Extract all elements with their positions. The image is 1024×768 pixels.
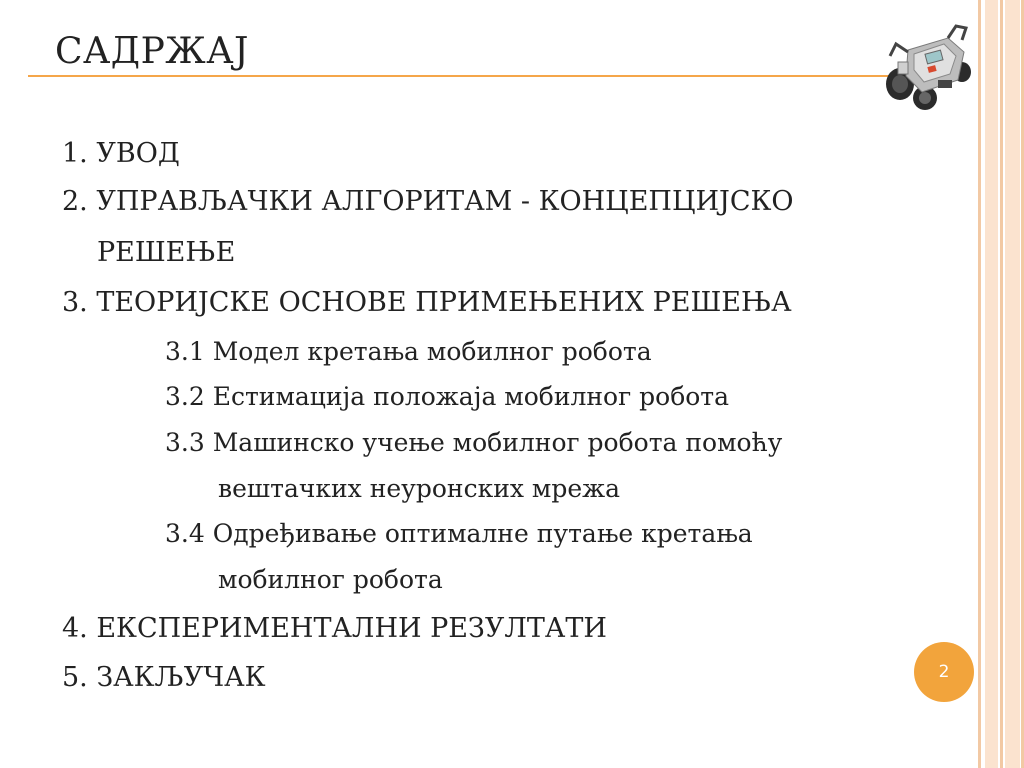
lego-robot-icon [878, 22, 974, 114]
toc-item: 1. УВОД [62, 138, 180, 169]
toc-item: 2. УПРАВЉАЧКИ АЛГОРИТАМ - КОНЦЕПЦИЈСКО [62, 186, 794, 217]
page-number-badge: 2 [914, 642, 974, 702]
toc-subitem-continuation: вештачких неуронских мрежа [218, 474, 621, 503]
toc-item: 3. ТЕОРИЈСКЕ ОСНОВЕ ПРИМЕЊЕНИХ РЕШЕЊА [62, 287, 792, 318]
decorative-stripe [985, 0, 998, 768]
toc-item: 5. ЗАКЉУЧАК [62, 662, 266, 693]
decorative-stripe [1000, 0, 1003, 768]
toc-subitem: 3.4 Одређивање оптималне путање кретања [165, 519, 753, 548]
toc-item: 4. ЕКСПЕРИМЕНТАЛНИ РЕЗУЛТАТИ [62, 613, 607, 644]
title-underline [28, 75, 890, 77]
toc-item-continuation: РЕШЕЊЕ [97, 237, 236, 268]
decorative-stripe [978, 0, 981, 768]
toc-subitem: 3.3 Машинско учење мобилног робота помоћу [165, 428, 783, 457]
slide-title: САДРЖАЈ [55, 31, 249, 72]
toc-subitem: 3.1 Модел кретања мобилног робота [165, 337, 652, 366]
toc-subitem: 3.2 Естимација положаја мобилног робота [165, 382, 730, 411]
decorative-stripe [1005, 0, 1020, 768]
toc-subitem-continuation: мобилног робота [218, 565, 443, 594]
